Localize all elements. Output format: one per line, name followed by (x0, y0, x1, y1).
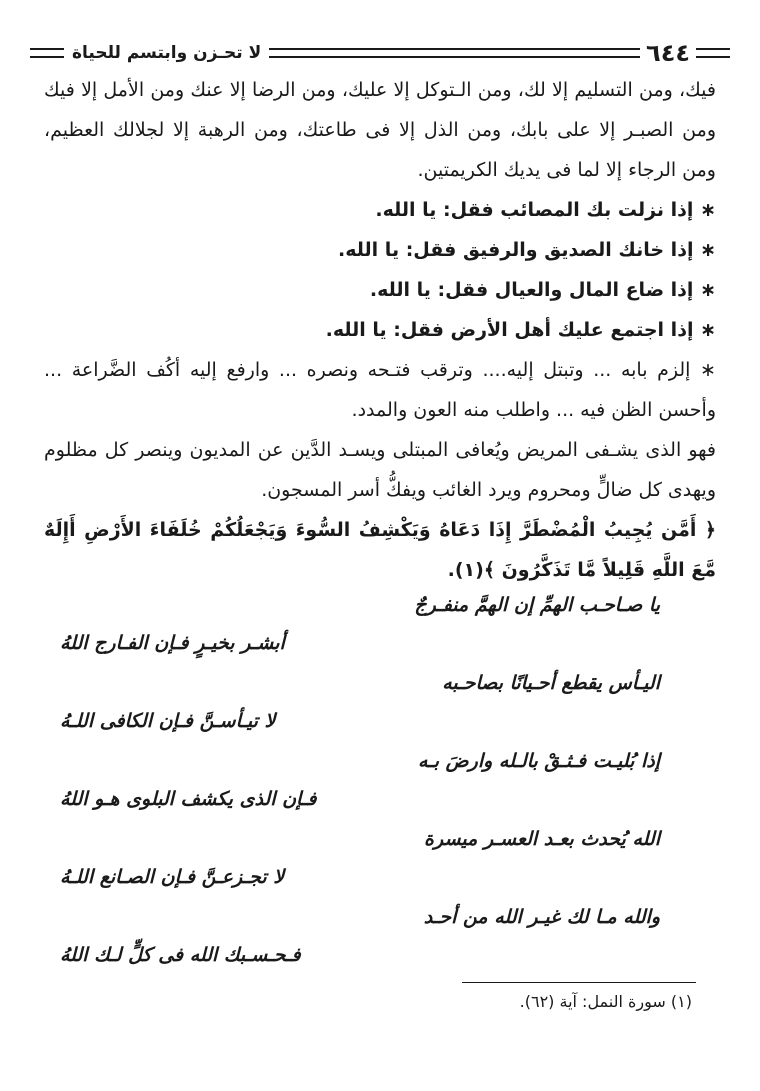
page-number: ٦٤٤ (646, 39, 690, 67)
paragraph: فهو الذى يشـفى المريض ويُعافى المبتلى ويسـد الدَّين عن المديون وينصر كل مظلوم ويهدى كل ضالٍّ ومحروم ويرد الغائب ويفكُّ أسر المسجون. (44, 439, 716, 501)
verse-first-hemistich: والله مـا لك غيـر الله من أحـد (423, 906, 660, 928)
asterisk-icon: ∗ (693, 279, 716, 301)
quran-verse: ﴿ أَمَّن يُجِيبُ الْمُضْطَرَّ إِذَا دَعَاهُ وَيَكْشِفُ السُّوءَ وَيَجْعَلُكُمْ خُلَفَاءَ الأَرْضِ أَإِلَهٌ مَّعَ اللَّهِ قَلِيلاً مَّا تَذَكَّرُونَ ﴾(١). (44, 519, 716, 581)
poem-verse (60, 586, 700, 664)
asterisk-icon: ∗ (690, 359, 717, 381)
verse-first-hemistich: يا صـاحـب الهمِّ إن الهمَّ منفـرجٌ (414, 594, 660, 616)
header-rule-right (696, 48, 730, 58)
bullet-item: ∗ إذا خانك الصديق والرفيق فقل: يا الله. (338, 239, 716, 261)
verse-first-hemistich: اليـأس يقطع أحـيانًا بصاحـبه (442, 672, 660, 694)
footnote: (١) سورة النمل: آية (٦٢). (519, 992, 692, 1011)
verse-second-hemistich: فـإن الذى يكشف البلوى هـو اللهُ (60, 788, 317, 810)
body-text (44, 70, 716, 590)
poem-verse (60, 898, 700, 976)
header-rule-middle (269, 48, 640, 58)
bullet-item: ∗ إذا ضاع المال والعيال فقل: يا الله. (369, 279, 716, 301)
verse-second-hemistich: لا تجـزعـنَّ فـإن الصـانع اللـهُ (60, 866, 285, 888)
footnote-divider (462, 982, 696, 983)
book-title: لا تحـزن وابتسم للحياة (72, 43, 262, 63)
poem (60, 586, 700, 976)
verse-second-hemistich: فـحـسـبك الله فى كلٍّ لـك اللهُ (60, 944, 301, 966)
verse-second-hemistich: لا تيـأسـنَّ فـإن الكافى اللـهُ (60, 710, 276, 732)
poem-verse (60, 820, 700, 898)
verse-first-hemistich: إذا بُليـت فـثـقْ بالـله وارضَ بـه (418, 750, 660, 772)
asterisk-icon: ∗ (693, 239, 716, 261)
bullet-item-long: ∗ إلزم بابه ... وتبتل إليه.... وترقب فتـحه ونصره ... وارفع إليه أكُف الضَّراعة ... وأحسن الظن فيه ... واطلب منه العون والمدد. (44, 359, 717, 421)
verse-first-hemistich: الله يُحدث بعـد العسـر ميسرة (424, 828, 660, 850)
bullet-item: ∗ إذا نزلت بك المصائب فقل: يا الله. (375, 199, 716, 221)
verse-second-hemistich: أبشـر بخيـرٍ فـإن الفـارج اللهُ (60, 632, 285, 654)
paragraph: فيك، ومن التسليم إلا لك، ومن الـتوكل إلا عليك، ومن الرضا إلا عنك ومن الأمل إلا فيك ومن الصبـر إلا على بابك، ومن الذل إلا فى طاعتك، ومن الرهبة إلا لجلالك العظيم، ومن الرجاء إلا لما فى يديك الكريمتين. (44, 79, 716, 181)
asterisk-icon: ∗ (693, 319, 716, 341)
poem-verse (60, 742, 700, 820)
asterisk-icon: ∗ (693, 199, 716, 221)
header-rule-left (30, 48, 64, 58)
page-header (30, 36, 730, 70)
bullet-item: ∗ إذا اجتمع عليك أهل الأرض فقل: يا الله. (325, 319, 716, 341)
poem-verse (60, 664, 700, 742)
